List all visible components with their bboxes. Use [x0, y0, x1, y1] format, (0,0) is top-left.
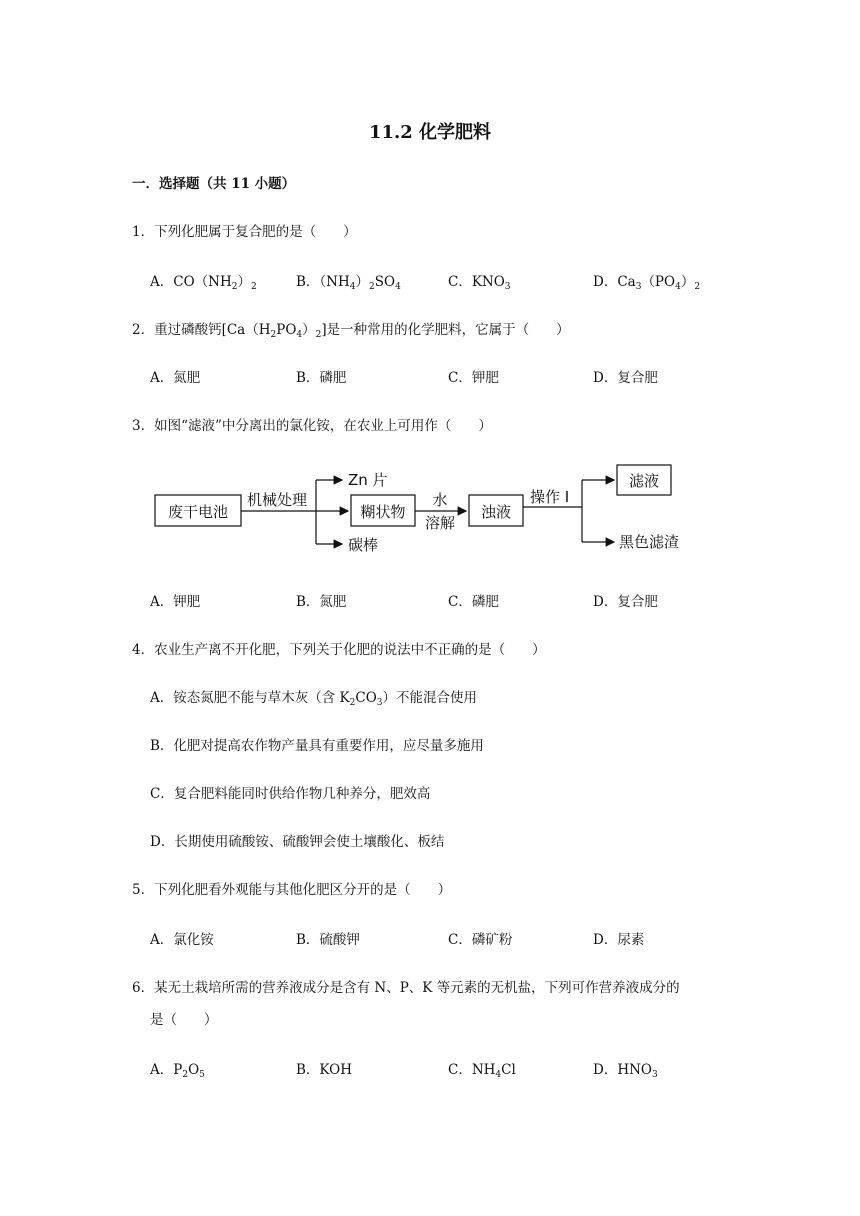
question-6-stem-line2: 是（ ） — [150, 1012, 218, 1028]
q4-option-a: A．铵态氮肥不能与草木灰（含 $K_2CO_3$）不能混合使用 — [150, 690, 478, 708]
q5-option-a: A．氯化铵 — [150, 932, 214, 948]
q4-option-b: B．化肥对提高农作物产量具有重要作用，应尽量多施用 — [150, 738, 484, 754]
label-mechanical: 机械处理 — [247, 491, 308, 509]
q3-option-b: B．氮肥 — [296, 594, 347, 610]
q1-option-c: C．$KNO_3$ — [448, 274, 511, 292]
label-dissolve: 溶解 — [424, 514, 456, 532]
question-1-stem: 1．下列化肥属于复合肥的是（ ） — [132, 224, 357, 240]
label-black-residue: 黑色滤渣 — [619, 533, 680, 551]
q3-option-a: A．钾肥 — [150, 594, 201, 610]
label-zn: Zn 片 — [348, 471, 388, 489]
q4-option-c: C．复合肥料能同时供给作物几种养分，肥效高 — [150, 786, 431, 802]
page-title: 11.2 化学肥料 — [368, 122, 492, 143]
label-water: 水 — [432, 491, 448, 509]
label-operation: 操作 I — [530, 488, 570, 506]
q3-option-c: C．磷肥 — [448, 594, 499, 610]
process-flow-diagram — [150, 462, 690, 562]
q2-option-b: B．磷肥 — [296, 370, 347, 386]
question-4-stem: 4．农业生产离不开化肥，下列关于化肥的说法中不正确的是（ ） — [132, 642, 546, 658]
q1-option-a: A．$CO(NH_2)_2$ — [150, 274, 257, 292]
box-turbid-label: 浊液 — [480, 503, 512, 521]
q2-option-a: A．氮肥 — [150, 370, 201, 386]
q2-option-c: C．钾肥 — [448, 370, 499, 386]
box-waste-battery-label: 废干电池 — [167, 503, 229, 521]
q5-option-d: D．尿素 — [593, 932, 645, 948]
box-paste-label: 糊状物 — [360, 503, 406, 521]
q4-option-d: D．长期使用硫酸铵、硫酸钾会使土壤酸化、板结 — [150, 834, 445, 850]
question-2-stem: 2．重过磷酸钙$[Ca(H_2PO_4)_2]$是一种常用的化学肥料，它属于（ ） — [132, 322, 570, 340]
question-5-stem: 5．下列化肥看外观能与其他化肥区分开的是（ ） — [132, 882, 452, 898]
box-filtrate-label: 滤液 — [628, 472, 660, 490]
q5-option-c: C．磷矿粉 — [448, 932, 513, 948]
section-heading: 一．选择题（共 11 小题） — [132, 176, 296, 192]
q2-option-d: D．复合肥 — [593, 370, 658, 386]
q3-option-d: D．复合肥 — [593, 594, 658, 610]
q1-option-d: D．$Ca_3(PO_4)_2$ — [593, 274, 701, 292]
label-carbon-rod: 碳棒 — [348, 536, 379, 554]
q1-option-b: B．$(NH_4)_2SO_4$ — [296, 274, 401, 292]
q6-option-b: B．KOH — [296, 1062, 352, 1078]
q6-option-c: C．$NH_4Cl$ — [448, 1062, 516, 1080]
q6-option-d: D．$HNO_3$ — [593, 1062, 658, 1080]
question-6-stem-line1: 6．某无土栽培所需的营养液成分是含有 N、P、K 等元素的无机盐，下列可作营养液成分的 — [132, 980, 680, 996]
q5-option-b: B．硫酸钾 — [296, 932, 360, 948]
q6-option-a: A．$P_2O_5$ — [150, 1062, 205, 1080]
question-3-stem: 3．如图“滤液”中分离出的氯化铵，在农业上可用作（ ） — [132, 418, 492, 434]
